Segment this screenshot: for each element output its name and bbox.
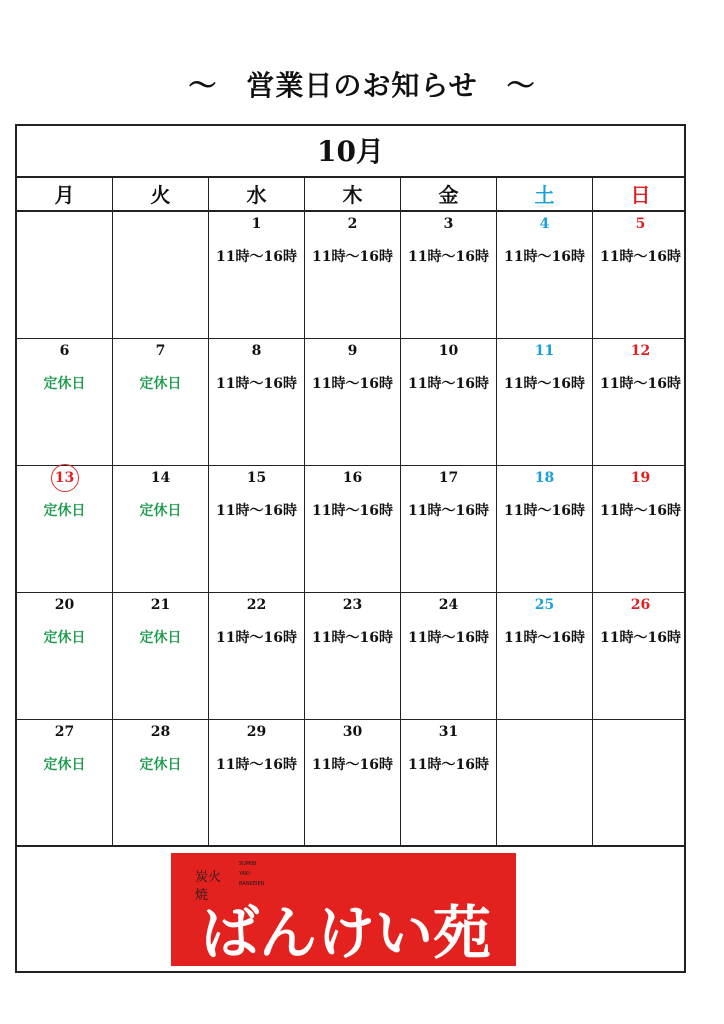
- closed-label: 定休日: [139, 376, 182, 392]
- business-hours: 11時～16時: [600, 376, 681, 392]
- page-title: ～ 営業日のお知らせ ～: [188, 69, 536, 102]
- calendar-day-cell: [401, 212, 497, 338]
- calendar-week-row: [17, 593, 684, 720]
- calendar-day-cell: [209, 466, 305, 592]
- day-number: 14: [150, 470, 171, 486]
- business-hours: 11時～16時: [600, 249, 681, 265]
- weekday-header-cell: 土: [497, 178, 593, 210]
- business-hours: 11時～16時: [312, 503, 393, 519]
- holiday-circled-day: 13: [51, 464, 79, 492]
- weekday-header-cell: 金: [401, 178, 497, 210]
- restaurant-logo: [171, 853, 516, 966]
- day-number: 21: [150, 597, 171, 613]
- day-number: 12: [630, 343, 651, 359]
- calendar-day-cell: [305, 339, 401, 465]
- day-number: 2: [347, 216, 358, 232]
- day-number: 6: [59, 343, 70, 359]
- day-number: 10: [438, 343, 459, 359]
- business-hours: 11時～16時: [408, 757, 489, 773]
- weekday-header-cell: 木: [305, 178, 401, 210]
- calendar-day-cell: [113, 593, 209, 719]
- day-number: 20: [54, 597, 75, 613]
- closed-label: 定休日: [139, 630, 182, 646]
- business-hours: 11時～16時: [504, 630, 585, 646]
- calendar-day-cell: [497, 593, 593, 719]
- calendar-day-cell: [497, 466, 593, 592]
- day-number: 7: [155, 343, 166, 359]
- day-number: 3: [443, 216, 454, 232]
- calendar-day-cell: [17, 593, 113, 719]
- day-number: 27: [54, 724, 75, 740]
- day-number: 11: [534, 343, 555, 359]
- calendar-day-cell: [17, 720, 113, 845]
- calendar-day-cell: [497, 339, 593, 465]
- business-hours: 11時～16時: [408, 630, 489, 646]
- calendar-day-cell: [113, 212, 209, 338]
- calendar-day-cell: [113, 720, 209, 845]
- day-number: 31: [438, 724, 459, 740]
- weekday-header-cell: 水: [209, 178, 305, 210]
- day-number: 22: [246, 597, 267, 613]
- day-number: 23: [342, 597, 363, 613]
- day-number: 24: [438, 597, 459, 613]
- calendar-day-cell: [209, 212, 305, 338]
- calendar-day-cell: [593, 339, 688, 465]
- business-hours: 11時～16時: [408, 376, 489, 392]
- day-number: 26: [630, 597, 651, 613]
- day-number: 29: [246, 724, 267, 740]
- business-hours: 11時～16時: [504, 249, 585, 265]
- calendar-week-row: [17, 339, 684, 466]
- business-hours: 11時～16時: [216, 757, 297, 773]
- business-hours: 11時～16時: [312, 249, 393, 265]
- calendar-day-cell: [113, 339, 209, 465]
- business-hours: 11時～16時: [408, 249, 489, 265]
- calendar-day-cell: [401, 339, 497, 465]
- calendar-day-cell: [497, 720, 593, 845]
- weekday-header-cell: 火: [113, 178, 209, 210]
- calendar-grid: [17, 212, 684, 847]
- calendar-day-cell: [593, 212, 688, 338]
- calendar-day-cell: [209, 339, 305, 465]
- day-number: [17, 470, 112, 492]
- logo-roman-2: YAKI: [239, 871, 250, 877]
- calendar-day-cell: [593, 593, 688, 719]
- business-hours: 11時～16時: [216, 376, 297, 392]
- business-hours: 11時～16時: [600, 503, 681, 519]
- day-number: 4: [539, 216, 550, 232]
- day-number: 8: [251, 343, 262, 359]
- closed-label: 定休日: [43, 757, 86, 773]
- day-number: 16: [342, 470, 363, 486]
- business-hours: 11時～16時: [216, 503, 297, 519]
- weekday-header: [17, 178, 684, 212]
- business-hours: 11時～16時: [504, 376, 585, 392]
- calendar-day-cell: [113, 466, 209, 592]
- calendar-day-cell: [209, 593, 305, 719]
- calendar-day-cell: [497, 212, 593, 338]
- calendar-day-cell: [17, 339, 113, 465]
- day-number: 18: [534, 470, 555, 486]
- closed-label: 定休日: [43, 376, 86, 392]
- logo-roman-1: SUMIBI: [239, 861, 257, 867]
- calendar-day-cell: [401, 720, 497, 845]
- business-hours: 11時～16時: [504, 503, 585, 519]
- business-hours: 11時～16時: [216, 249, 297, 265]
- calendar-week-row: [17, 720, 684, 847]
- calendar-day-cell: [305, 466, 401, 592]
- month-title: 10月: [17, 126, 684, 178]
- closed-label: 定休日: [139, 503, 182, 519]
- business-hours: 11時～16時: [600, 630, 681, 646]
- business-hours: 11時～16時: [408, 503, 489, 519]
- calendar-day-cell: [209, 720, 305, 845]
- day-number: 19: [630, 470, 651, 486]
- calendar-week-row: [17, 212, 684, 339]
- day-number: 15: [246, 470, 267, 486]
- calendar-day-cell: [17, 466, 113, 592]
- weekday-header-cell: 月: [17, 178, 113, 210]
- weekday-header-cell: 日: [630, 183, 651, 207]
- calendar-day-cell: [305, 720, 401, 845]
- day-number: 25: [534, 597, 555, 613]
- calendar-week-row: [17, 466, 684, 593]
- closed-label: 定休日: [43, 503, 86, 519]
- calendar-day-cell: [401, 466, 497, 592]
- day-number: 28: [150, 724, 171, 740]
- business-hours: 11時～16時: [312, 757, 393, 773]
- calendar-day-cell: [17, 212, 113, 338]
- calendar-day-cell: [593, 720, 688, 845]
- calendar-day-cell: [305, 212, 401, 338]
- business-hours: 11時～16時: [312, 376, 393, 392]
- logo-area: [17, 847, 684, 973]
- closed-label: 定休日: [43, 630, 86, 646]
- business-hours: 11時～16時: [312, 630, 393, 646]
- day-number: 30: [342, 724, 363, 740]
- logo-small-text-2: 焼: [195, 888, 209, 903]
- business-hours: 11時～16時: [216, 630, 297, 646]
- calendar-day-cell: [305, 593, 401, 719]
- logo-graphic: [171, 853, 516, 966]
- calendar-day-cell: [401, 593, 497, 719]
- day-number: 5: [635, 216, 646, 232]
- logo-roman-3: BANKEIEN: [239, 881, 265, 887]
- day-number: 1: [251, 216, 262, 232]
- logo-small-text-1: 炭火: [195, 870, 222, 885]
- calendar-day-cell: [593, 466, 688, 592]
- day-number: 9: [347, 343, 358, 359]
- day-number: 17: [438, 470, 459, 486]
- logo-main-text: ばんけい苑: [201, 899, 492, 966]
- calendar: [15, 124, 686, 973]
- closed-label: 定休日: [139, 757, 182, 773]
